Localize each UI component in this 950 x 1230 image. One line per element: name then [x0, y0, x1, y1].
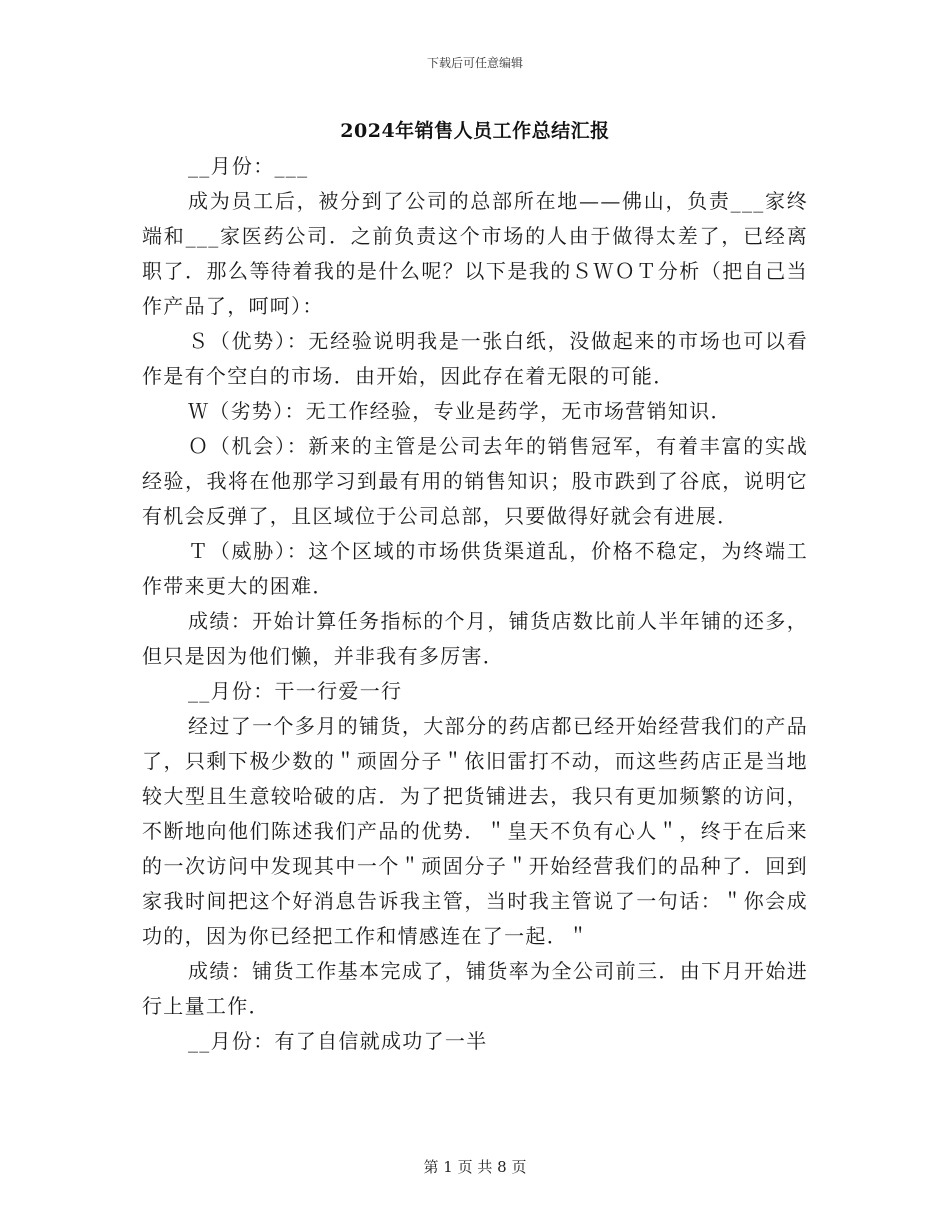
page-number: 第 1 页 共 8 页	[423, 1158, 527, 1176]
paragraph-month-2: __月份：干一行爱一行	[188, 679, 403, 703]
paragraph-month-3: __月份：有了自信就成功了一半	[188, 1029, 488, 1053]
document-title: 2024年销售人员工作总结汇报	[340, 120, 610, 142]
paragraph-result-1: 成绩：开始计算任务指标的个月，铺货店数比前人半年铺的还多，但只是因为他们懒，并非我有多厉害．	[142, 609, 808, 668]
paragraph-result-2: 成绩：铺货工作基本完成了，铺货率为全公司前三．由下月开始进行上量工作．	[142, 959, 808, 1018]
paragraph-month-1: __月份：___	[188, 154, 309, 178]
paragraph-weaknesses: Ｗ（劣势）：无工作经验，专业是药学，无市场营销知识．	[188, 399, 732, 423]
page-header-note: 下载后可任意编辑	[426, 56, 523, 70]
paragraph-opportunities: Ｏ（机会）：新来的主管是公司去年的销售冠军，有着丰富的实战经验，我将在他那学习到最有用的销售知识；股市跌到了谷底，说明它有机会反弹了，且区域位于公司总部，只要做得好就会有进展．	[142, 434, 808, 528]
paragraph-strengths: Ｓ（优势）：无经验说明我是一张白纸，没做起来的市场也可以看作是有个空白的市场．由开始，因此存在着无限的可能．	[142, 329, 808, 388]
paragraph-threats: Ｔ（威胁）：这个区域的市场供货渠道乱，价格不稳定，为终端工作带来更大的困难．	[142, 539, 808, 598]
paragraph-intro: 成为员工后，被分到了公司的总部所在地——佛山，负责___家终端和___家医药公司．之前负责这个市场的人由于做得太差了，已经离职了．那么等待着我的是什么呢？以下是我的ＳＷＯＴ分析（把自己当作产品了，呵呵）：	[142, 189, 808, 318]
document-body	[142, 149, 808, 1059]
paragraph-distribution: 经过了一个多月的铺货，大部分的药店都已经开始经营我们的产品了，只剩下极少数的＂顽固分子＂依旧雷打不动，而这些药店正是当地较大型且生意较哈破的店．为了把货铺进去，我只有更加频繁的访问，不断地向他们陈述我们产品的优势．＂皇天不负有心人＂，终于在后来的一次访问中发现其中一个＂顽固分子＂开始经营我们的品种了．回到家我时间把这个好消息告诉我主管，当时我主管说了一句话：＂你会成功的，因为你已经把工作和情感连在了一起．＂	[142, 714, 808, 948]
